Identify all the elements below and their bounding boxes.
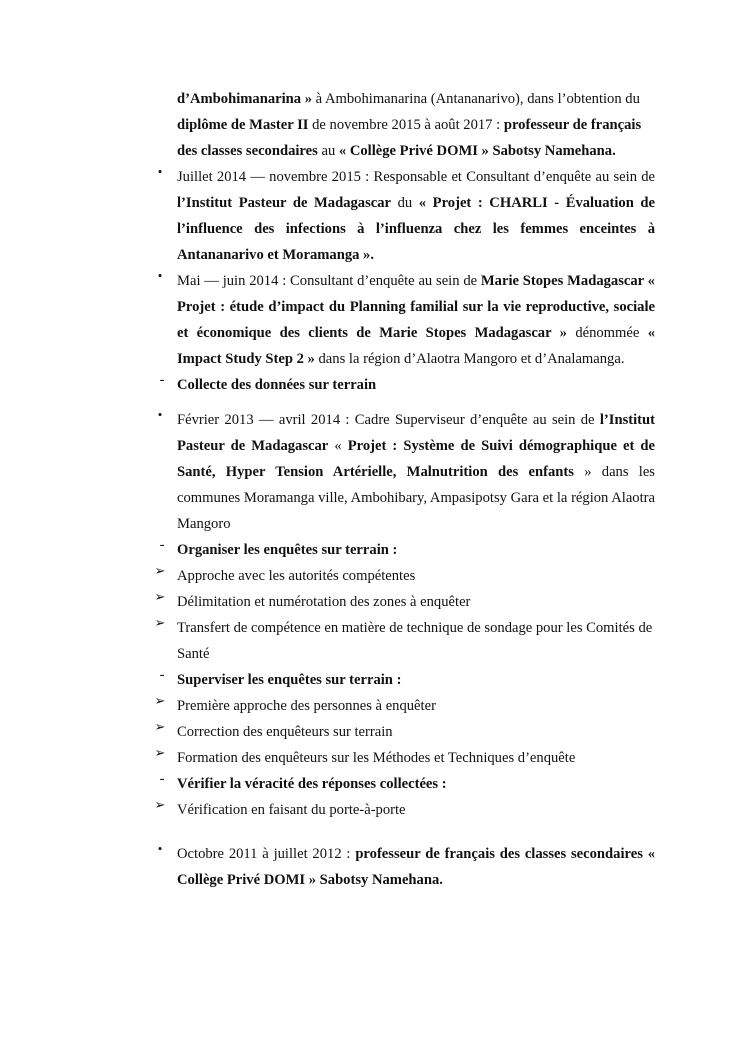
item-text: Formation des enquêteurs sur les Méthodes et Techniques d’enquête <box>177 750 576 766</box>
item-text: Délimitation et numérotation des zones à enquêter <box>177 594 471 610</box>
bullet-icon: • <box>157 841 163 856</box>
item-text: Première approche des personnes à enquêter <box>177 698 436 714</box>
item-text: Octobre 2011 à juillet 2012 : professeur de français des classes secondaires « Collège Privé DOMI » Sabotsy Namehana. <box>177 846 655 888</box>
item-text: Superviser les enquêtes sur terrain : <box>177 672 402 688</box>
item-text: Correction des enquêteurs sur terrain <box>177 724 393 740</box>
arrow-bullet-icon: ➢ <box>154 563 166 578</box>
dash-icon: - <box>159 771 165 787</box>
dash-icon: - <box>159 537 165 553</box>
arrow-bullet-icon: ➢ <box>154 693 166 708</box>
dash-icon: - <box>159 372 165 388</box>
item-text: Collecte des données sur terrain <box>177 377 377 393</box>
item-text: Organiser les enquêtes sur terrain : <box>177 542 398 558</box>
item-text: Juillet 2014 — novembre 2015 : Responsable et Consultant d’enquête au sein de l’Institut Pasteur de Madagascar du « Projet : CHARLI - Évaluation de l’influence des infections à l’influenza chez les femmes enceintes à Antananarivo et Moramanga ». <box>177 169 655 263</box>
item-text: Vérifier la véracité des réponses collectées : <box>177 776 447 792</box>
continuation-line-2: diplôme de Master II de novembre 2015 à août 2017 : professeur de français <box>177 117 642 133</box>
arrow-bullet-icon: ➢ <box>154 797 166 812</box>
arrow-bullet-icon: ➢ <box>154 589 166 604</box>
dash-icon: - <box>159 667 165 683</box>
continuation-line-3: des classes secondaires au « Collège Privé DOMI » Sabotsy Namehana. <box>177 143 616 159</box>
item-text: Février 2013 — avril 2014 : Cadre Superviseur d’enquête au sein de l’Institut Pasteur de Madagascar « Projet : Système de Suivi démographique et de Santé, Hyper Tension Artérielle, Malnutrition des enfants » dans les communes Moramanga ville, Ambohibary, Ampasipotsy Gara et la région Alaotra Mangoro <box>177 412 656 532</box>
item-text: Vérification en faisant du porte-à-porte <box>177 802 406 818</box>
bullet-icon: • <box>157 164 163 179</box>
arrow-bullet-icon: ➢ <box>154 745 166 760</box>
item-text: Transfert de compétence en matière de technique de sondage pour les Comités de Santé <box>177 620 653 662</box>
item-text: Approche avec les autorités compétentes <box>177 568 416 584</box>
bullet-icon: • <box>157 268 163 283</box>
arrow-bullet-icon: ➢ <box>154 615 166 630</box>
arrow-bullet-icon: ➢ <box>154 719 166 734</box>
bullet-icon: • <box>157 407 163 422</box>
item-text: Mai — juin 2014 : Consultant d’enquête au sein de Marie Stopes Madagascar « Projet : étude d’impact du Planning familial sur la vie reproductive, sociale et économique des clients de Marie Stopes Madagascar » dénommée « Impact Study Step 2 » dans la région d’Alaotra Mangoro et d’Analamanga. <box>177 273 655 367</box>
continuation-line-1: d’Ambohimanarina » à Ambohimanarina (Antananarivo), dans l’obtention du <box>177 91 640 107</box>
